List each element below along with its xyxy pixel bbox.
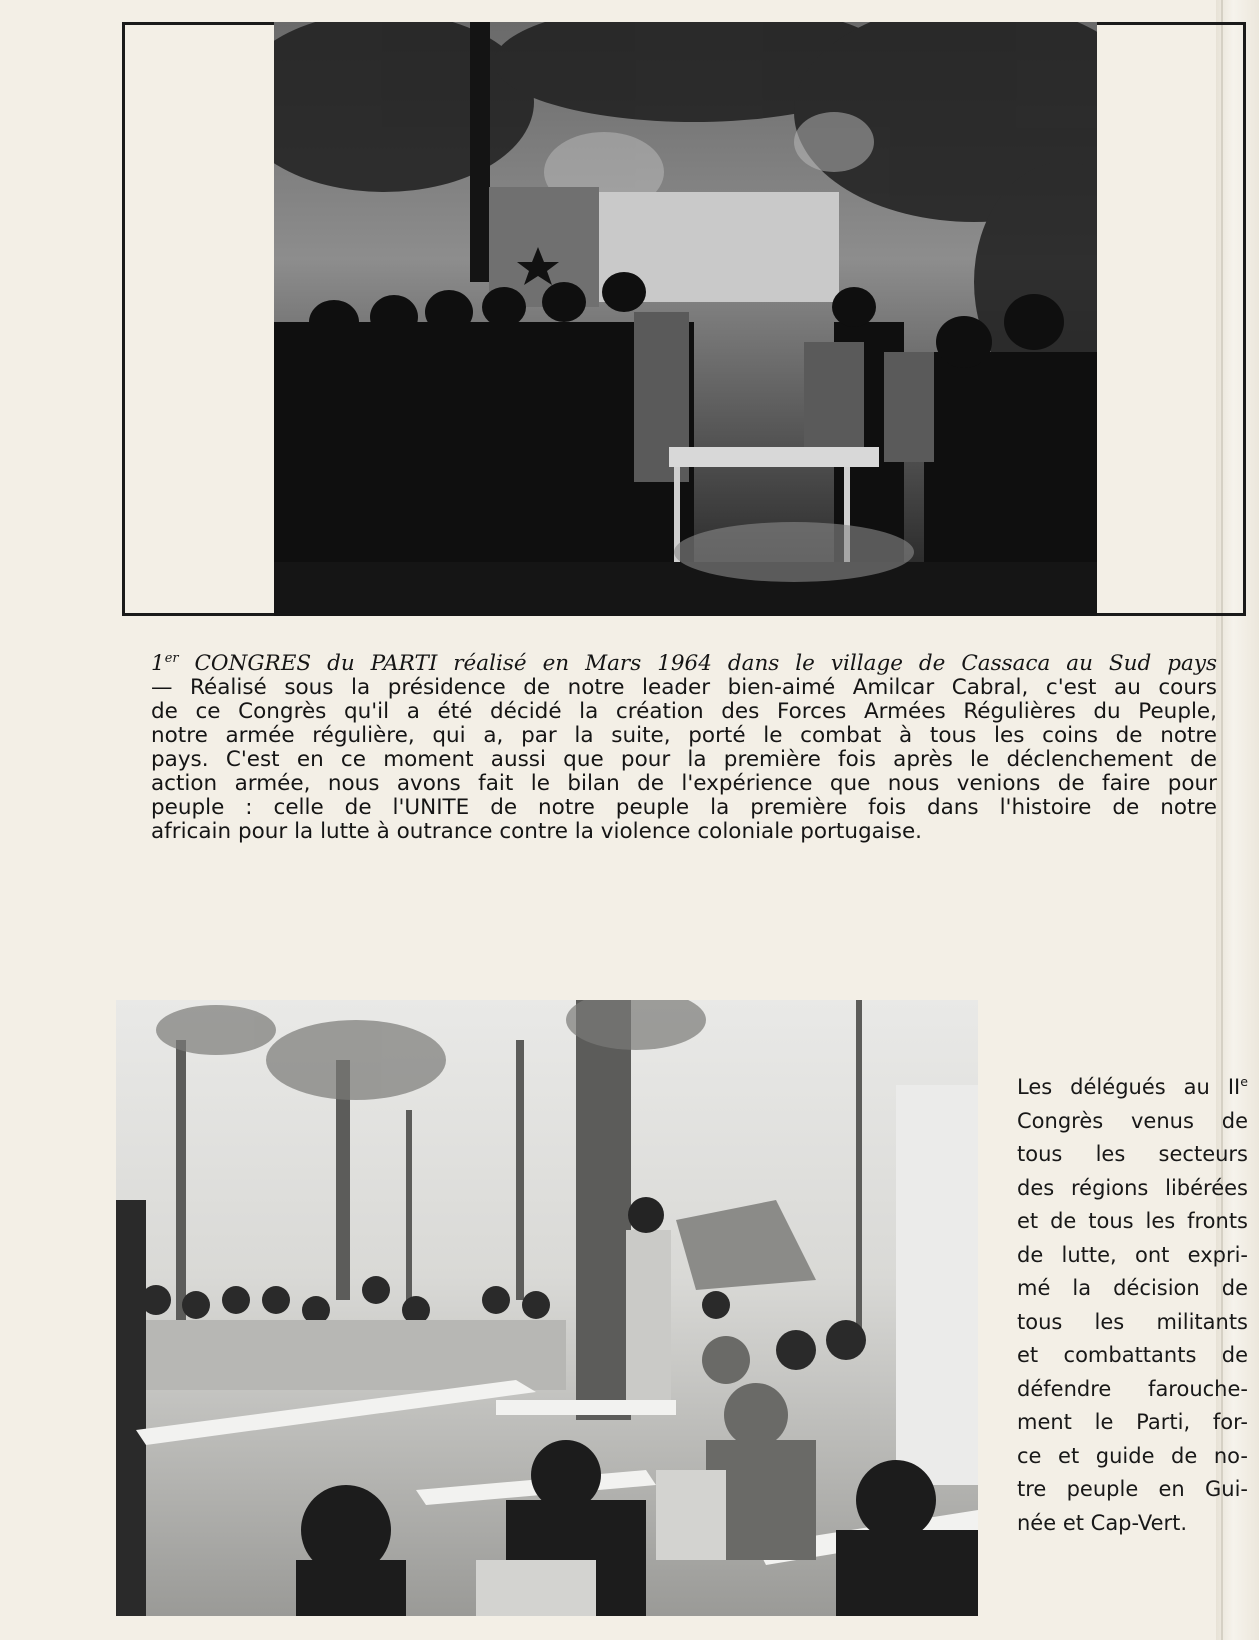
ordinal-number: 1 [151, 651, 165, 676]
caption-line: — Réalisé sous la présidence de notre leader bien-aimé Amilcar Cabral, c'est au cours [151, 675, 1217, 700]
caption-line: action armée, nous avons fait le bilan de l'expérience que nous venions de faire pour [151, 771, 1217, 796]
caption-line: et combattants de [1017, 1343, 1248, 1367]
photo-second-congress-delegates [116, 1000, 978, 1616]
ordinal-suffix: er [164, 650, 179, 666]
caption-line: tous les secteurs [1017, 1142, 1248, 1166]
frame-line [1096, 613, 1246, 616]
caption-line: tre peuple en Gui- [1017, 1477, 1248, 1501]
photo-second-congress-image [116, 1000, 978, 1616]
ordinal-suffix: e [1240, 1074, 1248, 1089]
caption-line: ce et guide de no- [1017, 1443, 1248, 1468]
caption-line: peuple : celle de l'UNITE de notre peuple la première fois dans l'histoire de notre [151, 795, 1217, 820]
caption-line [151, 652, 1217, 676]
caption-line: mé la décision de [1017, 1276, 1248, 1300]
caption-line [1017, 1071, 1248, 1105]
caption-first-congress [151, 652, 1217, 844]
caption-line: pays. C'est en ce moment aussi que pour la première fois après le déclenchement de [151, 747, 1217, 772]
caption-line: de ce Congrès qu'il a été décidé la création des Forces Armées Régulières du Peuple, [151, 699, 1217, 724]
caption-line: des régions libérées [1017, 1175, 1248, 1200]
caption-line: née et Cap-Vert. [1017, 1510, 1188, 1535]
frame-line [1243, 22, 1246, 616]
caption-line: africain pour la lutte à outrance contre la violence coloniale portugaise. [151, 819, 923, 844]
photo-first-congress-image [274, 22, 1097, 616]
photo-first-congress [274, 22, 1097, 616]
caption-line: ment le Parti, for- [1017, 1410, 1248, 1434]
frame-line [1096, 22, 1246, 25]
caption-line: Congrès venus de [1017, 1108, 1248, 1133]
caption-line-text: Les délégués au II [1017, 1075, 1241, 1099]
caption-line: et de tous les fronts [1017, 1209, 1248, 1233]
caption-line-text: CONGRES du PARTI réalisé en Mars 1964 dans le village de Cassaca au Sud pays [194, 651, 1217, 676]
caption-line: notre armée régulière, qui a, par la suite, porté le combat à tous les coins de notre [151, 723, 1217, 748]
frame-line [122, 22, 274, 25]
caption-line: de lutte, ont expri- [1017, 1242, 1248, 1267]
caption-second-congress [1017, 1071, 1248, 1540]
frame-line [122, 613, 274, 616]
frame-line [122, 22, 125, 616]
caption-line: tous les militants [1017, 1309, 1248, 1334]
caption-line: défendre farouche- [1017, 1376, 1248, 1401]
